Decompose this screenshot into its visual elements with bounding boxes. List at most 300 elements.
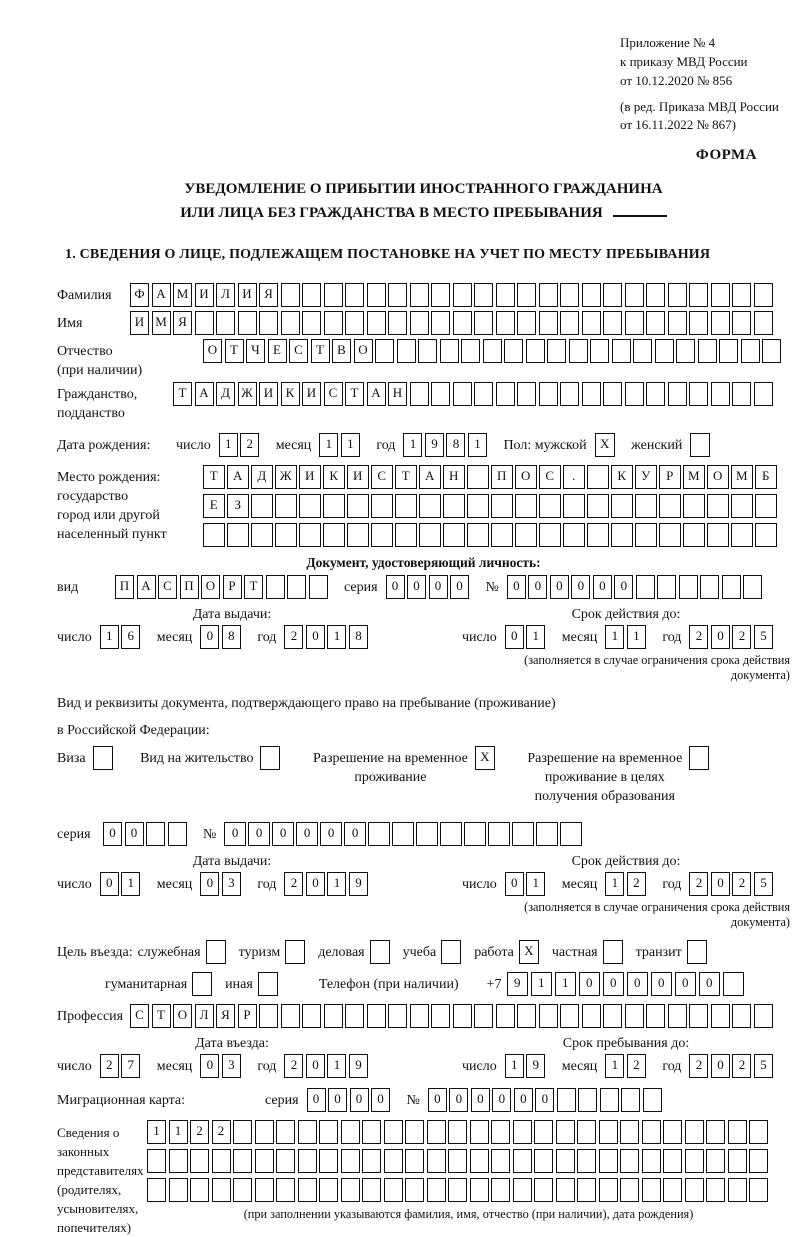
residence-permit-checkbox[interactable]: [260, 746, 280, 770]
char-cell[interactable]: [517, 382, 536, 406]
char-cell[interactable]: [212, 1178, 231, 1202]
char-cell[interactable]: 0: [350, 1088, 369, 1112]
char-cell[interactable]: 0: [306, 1054, 325, 1078]
char-cell[interactable]: [668, 283, 687, 307]
char-cell[interactable]: [534, 1178, 553, 1202]
purpose-official-checkbox[interactable]: [206, 940, 226, 964]
char-cell[interactable]: П: [115, 575, 134, 599]
char-cell[interactable]: П: [491, 465, 513, 489]
char-cell[interactable]: [324, 1004, 343, 1028]
char-cell[interactable]: [754, 311, 773, 335]
char-cell[interactable]: 0: [449, 1088, 468, 1112]
char-cell[interactable]: 0: [492, 1088, 511, 1112]
char-cell[interactable]: [646, 1004, 665, 1028]
char-cell[interactable]: [448, 1120, 467, 1144]
char-cell[interactable]: [539, 1004, 558, 1028]
char-cell[interactable]: [539, 283, 558, 307]
char-cell[interactable]: [587, 465, 609, 489]
char-cell[interactable]: [590, 339, 609, 363]
char-cell[interactable]: [203, 523, 225, 547]
char-cell[interactable]: [287, 575, 306, 599]
entry-year-cells[interactable]: [284, 1054, 370, 1078]
char-cell[interactable]: 0: [429, 575, 448, 599]
char-cell[interactable]: [625, 1004, 644, 1028]
char-cell[interactable]: [635, 494, 657, 518]
char-cell[interactable]: [679, 575, 698, 599]
char-cell[interactable]: Б: [755, 465, 777, 489]
char-cell[interactable]: [556, 1120, 575, 1144]
char-cell[interactable]: [416, 822, 438, 846]
char-cell[interactable]: 2: [284, 625, 303, 649]
char-cell[interactable]: Н: [388, 382, 407, 406]
char-cell[interactable]: [642, 1178, 661, 1202]
char-cell[interactable]: [347, 494, 369, 518]
representatives-grid-1[interactable]: [147, 1120, 790, 1144]
char-cell[interactable]: [741, 339, 760, 363]
char-cell[interactable]: [195, 311, 214, 335]
char-cell[interactable]: [371, 494, 393, 518]
char-cell[interactable]: [643, 1088, 662, 1112]
char-cell[interactable]: [275, 494, 297, 518]
purpose-work-checkbox[interactable]: X: [519, 940, 539, 964]
char-cell[interactable]: [345, 283, 364, 307]
char-cell[interactable]: 0: [579, 972, 601, 996]
char-cell[interactable]: [732, 311, 751, 335]
char-cell[interactable]: [563, 523, 585, 547]
char-cell[interactable]: 0: [450, 575, 469, 599]
char-cell[interactable]: Л: [216, 283, 235, 307]
purpose-humanitarian-checkbox[interactable]: [192, 972, 212, 996]
char-cell[interactable]: [700, 575, 719, 599]
char-cell[interactable]: [676, 339, 695, 363]
char-cell[interactable]: И: [259, 382, 278, 406]
char-cell[interactable]: 0: [103, 822, 122, 846]
birth-year-cells[interactable]: [403, 433, 489, 457]
char-cell[interactable]: [539, 382, 558, 406]
char-cell[interactable]: 0: [675, 972, 697, 996]
char-cell[interactable]: Я: [173, 311, 192, 335]
char-cell[interactable]: А: [367, 382, 386, 406]
char-cell[interactable]: [146, 822, 165, 846]
birth-place-grid-3[interactable]: [203, 523, 779, 547]
char-cell[interactable]: [599, 1120, 618, 1144]
char-cell[interactable]: [410, 283, 429, 307]
char-cell[interactable]: [685, 1149, 704, 1173]
char-cell[interactable]: 0: [306, 872, 325, 896]
char-cell[interactable]: [762, 339, 781, 363]
char-cell[interactable]: [663, 1120, 682, 1144]
char-cell[interactable]: [384, 1120, 403, 1144]
char-cell[interactable]: [410, 382, 429, 406]
char-cell[interactable]: [388, 283, 407, 307]
char-cell[interactable]: [299, 523, 321, 547]
char-cell[interactable]: [620, 1149, 639, 1173]
char-cell[interactable]: 2: [240, 433, 259, 457]
char-cell[interactable]: [689, 1004, 708, 1028]
char-cell[interactable]: [539, 494, 561, 518]
char-cell[interactable]: [345, 1004, 364, 1028]
char-cell[interactable]: 0: [505, 872, 524, 896]
char-cell[interactable]: 0: [371, 1088, 390, 1112]
char-cell[interactable]: [324, 283, 343, 307]
permit-issue-day-cells[interactable]: [100, 872, 143, 896]
char-cell[interactable]: [625, 283, 644, 307]
char-cell[interactable]: 1: [505, 1054, 524, 1078]
char-cell[interactable]: [251, 523, 273, 547]
char-cell[interactable]: Т: [203, 465, 225, 489]
char-cell[interactable]: [367, 283, 386, 307]
char-cell[interactable]: [298, 1120, 317, 1144]
char-cell[interactable]: С: [289, 339, 308, 363]
char-cell[interactable]: 1: [403, 433, 422, 457]
char-cell[interactable]: [367, 311, 386, 335]
char-cell[interactable]: [470, 1178, 489, 1202]
char-cell[interactable]: [642, 1149, 661, 1173]
char-cell[interactable]: [668, 382, 687, 406]
char-cell[interactable]: [443, 494, 465, 518]
char-cell[interactable]: [302, 1004, 321, 1028]
char-cell[interactable]: [512, 822, 534, 846]
char-cell[interactable]: А: [152, 283, 171, 307]
char-cell[interactable]: [496, 382, 515, 406]
sex-female-checkbox[interactable]: [690, 433, 710, 457]
char-cell[interactable]: 0: [627, 972, 649, 996]
char-cell[interactable]: 8: [222, 625, 241, 649]
char-cell[interactable]: 1: [531, 972, 553, 996]
char-cell[interactable]: [582, 283, 601, 307]
char-cell[interactable]: Т: [244, 575, 263, 599]
char-cell[interactable]: 0: [306, 625, 325, 649]
char-cell[interactable]: [395, 494, 417, 518]
char-cell[interactable]: 2: [732, 625, 751, 649]
char-cell[interactable]: 1: [100, 625, 119, 649]
char-cell[interactable]: [731, 523, 753, 547]
char-cell[interactable]: [646, 311, 665, 335]
char-cell[interactable]: [560, 1004, 579, 1028]
purpose-tourism-checkbox[interactable]: [285, 940, 305, 964]
char-cell[interactable]: [646, 382, 665, 406]
char-cell[interactable]: [147, 1178, 166, 1202]
char-cell[interactable]: [474, 311, 493, 335]
char-cell[interactable]: И: [238, 283, 257, 307]
char-cell[interactable]: Т: [225, 339, 244, 363]
char-cell[interactable]: [410, 1004, 429, 1028]
char-cell[interactable]: [392, 822, 414, 846]
char-cell[interactable]: [534, 1120, 553, 1144]
char-cell[interactable]: [513, 1120, 532, 1144]
char-cell[interactable]: [474, 283, 493, 307]
char-cell[interactable]: [603, 311, 622, 335]
char-cell[interactable]: Р: [659, 465, 681, 489]
char-cell[interactable]: [557, 1088, 576, 1112]
char-cell[interactable]: 0: [307, 1088, 326, 1112]
char-cell[interactable]: 9: [349, 872, 368, 896]
char-cell[interactable]: Л: [195, 1004, 214, 1028]
char-cell[interactable]: [276, 1149, 295, 1173]
char-cell[interactable]: [636, 575, 655, 599]
char-cell[interactable]: [341, 1120, 360, 1144]
char-cell[interactable]: [431, 311, 450, 335]
char-cell[interactable]: [427, 1149, 446, 1173]
char-cell[interactable]: А: [227, 465, 249, 489]
char-cell[interactable]: [706, 1120, 725, 1144]
char-cell[interactable]: 0: [699, 972, 721, 996]
char-cell[interactable]: [299, 494, 321, 518]
char-cell[interactable]: [461, 339, 480, 363]
char-cell[interactable]: 2: [284, 872, 303, 896]
char-cell[interactable]: 1: [605, 872, 624, 896]
char-cell[interactable]: С: [371, 465, 393, 489]
temp-permit-edu-checkbox[interactable]: [689, 746, 709, 770]
char-cell[interactable]: [560, 311, 579, 335]
char-cell[interactable]: 0: [224, 822, 246, 846]
patronymic-grid[interactable]: [203, 339, 784, 363]
char-cell[interactable]: 0: [535, 1088, 554, 1112]
char-cell[interactable]: 1: [605, 1054, 624, 1078]
char-cell[interactable]: А: [195, 382, 214, 406]
char-cell[interactable]: [668, 311, 687, 335]
char-cell[interactable]: 0: [200, 1054, 219, 1078]
char-cell[interactable]: [470, 1120, 489, 1144]
purpose-private-checkbox[interactable]: [603, 940, 623, 964]
char-cell[interactable]: [569, 339, 588, 363]
char-cell[interactable]: 2: [627, 872, 646, 896]
char-cell[interactable]: [683, 494, 705, 518]
char-cell[interactable]: [755, 523, 777, 547]
char-cell[interactable]: 2: [689, 872, 708, 896]
char-cell[interactable]: М: [731, 465, 753, 489]
char-cell[interactable]: [659, 494, 681, 518]
purpose-other-checkbox[interactable]: [258, 972, 278, 996]
char-cell[interactable]: [732, 1004, 751, 1028]
char-cell[interactable]: 0: [711, 625, 730, 649]
id-issue-month-cells[interactable]: [200, 625, 243, 649]
char-cell[interactable]: 9: [507, 972, 529, 996]
char-cell[interactable]: [706, 1178, 725, 1202]
char-cell[interactable]: О: [707, 465, 729, 489]
char-cell[interactable]: [302, 311, 321, 335]
char-cell[interactable]: [599, 1178, 618, 1202]
char-cell[interactable]: [539, 311, 558, 335]
char-cell[interactable]: [683, 523, 705, 547]
char-cell[interactable]: С: [158, 575, 177, 599]
stay-day-cells[interactable]: [505, 1054, 548, 1078]
char-cell[interactable]: И: [299, 465, 321, 489]
char-cell[interactable]: [587, 523, 609, 547]
char-cell[interactable]: 0: [296, 822, 318, 846]
char-cell[interactable]: 0: [528, 575, 547, 599]
char-cell[interactable]: О: [515, 465, 537, 489]
char-cell[interactable]: [169, 1178, 188, 1202]
char-cell[interactable]: О: [354, 339, 373, 363]
char-cell[interactable]: 0: [593, 575, 612, 599]
char-cell[interactable]: [496, 311, 515, 335]
char-cell[interactable]: [384, 1178, 403, 1202]
char-cell[interactable]: [547, 339, 566, 363]
char-cell[interactable]: [754, 1004, 773, 1028]
char-cell[interactable]: [754, 283, 773, 307]
char-cell[interactable]: 2: [732, 872, 751, 896]
char-cell[interactable]: [599, 1149, 618, 1173]
char-cell[interactable]: [281, 283, 300, 307]
char-cell[interactable]: [190, 1149, 209, 1173]
char-cell[interactable]: К: [281, 382, 300, 406]
char-cell[interactable]: [216, 311, 235, 335]
char-cell[interactable]: [405, 1178, 424, 1202]
char-cell[interactable]: [657, 575, 676, 599]
representatives-grid-2[interactable]: [147, 1149, 790, 1173]
char-cell[interactable]: М: [683, 465, 705, 489]
char-cell[interactable]: [731, 494, 753, 518]
char-cell[interactable]: [319, 1149, 338, 1173]
char-cell[interactable]: [707, 494, 729, 518]
char-cell[interactable]: [663, 1178, 682, 1202]
birth-place-grid-1[interactable]: [203, 465, 779, 489]
char-cell[interactable]: 9: [526, 1054, 545, 1078]
char-cell[interactable]: [689, 283, 708, 307]
char-cell[interactable]: [453, 283, 472, 307]
char-cell[interactable]: 0: [514, 1088, 533, 1112]
char-cell[interactable]: 0: [125, 822, 144, 846]
char-cell[interactable]: [560, 382, 579, 406]
char-cell[interactable]: 2: [284, 1054, 303, 1078]
purpose-transit-checkbox[interactable]: [687, 940, 707, 964]
char-cell[interactable]: [582, 311, 601, 335]
char-cell[interactable]: 0: [100, 872, 119, 896]
char-cell[interactable]: [491, 1120, 510, 1144]
char-cell[interactable]: 0: [386, 575, 405, 599]
char-cell[interactable]: 2: [627, 1054, 646, 1078]
char-cell[interactable]: [419, 523, 441, 547]
char-cell[interactable]: [556, 1178, 575, 1202]
char-cell[interactable]: 5: [754, 872, 773, 896]
char-cell[interactable]: [453, 311, 472, 335]
char-cell[interactable]: Д: [216, 382, 235, 406]
char-cell[interactable]: М: [173, 283, 192, 307]
char-cell[interactable]: 1: [319, 433, 338, 457]
char-cell[interactable]: 0: [614, 575, 633, 599]
char-cell[interactable]: 1: [147, 1120, 166, 1144]
char-cell[interactable]: [443, 523, 465, 547]
char-cell[interactable]: 0: [200, 872, 219, 896]
char-cell[interactable]: [431, 1004, 450, 1028]
char-cell[interactable]: [600, 1088, 619, 1112]
char-cell[interactable]: [309, 575, 328, 599]
char-cell[interactable]: [483, 339, 502, 363]
char-cell[interactable]: 1: [169, 1120, 188, 1144]
char-cell[interactable]: [238, 311, 257, 335]
id-valid-day-cells[interactable]: [505, 625, 548, 649]
char-cell[interactable]: [732, 382, 751, 406]
char-cell[interactable]: К: [611, 465, 633, 489]
char-cell[interactable]: [603, 382, 622, 406]
char-cell[interactable]: [298, 1149, 317, 1173]
char-cell[interactable]: 1: [468, 433, 487, 457]
char-cell[interactable]: 0: [507, 575, 526, 599]
char-cell[interactable]: [728, 1149, 747, 1173]
char-cell[interactable]: У: [635, 465, 657, 489]
char-cell[interactable]: [625, 311, 644, 335]
citizenship-grid[interactable]: [173, 382, 775, 406]
char-cell[interactable]: [711, 1004, 730, 1028]
char-cell[interactable]: [711, 283, 730, 307]
char-cell[interactable]: 5: [754, 625, 773, 649]
char-cell[interactable]: [281, 1004, 300, 1028]
char-cell[interactable]: 6: [121, 625, 140, 649]
char-cell[interactable]: [728, 1120, 747, 1144]
phone-grid[interactable]: [507, 972, 747, 996]
char-cell[interactable]: [711, 311, 730, 335]
char-cell[interactable]: [646, 283, 665, 307]
char-cell[interactable]: [754, 382, 773, 406]
char-cell[interactable]: 9: [349, 1054, 368, 1078]
char-cell[interactable]: Р: [238, 1004, 257, 1028]
char-cell[interactable]: 2: [689, 625, 708, 649]
char-cell[interactable]: [251, 494, 273, 518]
char-cell[interactable]: [496, 1004, 515, 1028]
char-cell[interactable]: [388, 311, 407, 335]
char-cell[interactable]: И: [130, 311, 149, 335]
char-cell[interactable]: [603, 1004, 622, 1028]
char-cell[interactable]: [625, 382, 644, 406]
char-cell[interactable]: [749, 1120, 768, 1144]
char-cell[interactable]: [467, 494, 489, 518]
char-cell[interactable]: 5: [754, 1054, 773, 1078]
char-cell[interactable]: [642, 1120, 661, 1144]
char-cell[interactable]: [577, 1178, 596, 1202]
char-cell[interactable]: [233, 1178, 252, 1202]
char-cell[interactable]: [611, 523, 633, 547]
char-cell[interactable]: 0: [711, 1054, 730, 1078]
char-cell[interactable]: 0: [550, 575, 569, 599]
char-cell[interactable]: 3: [222, 1054, 241, 1078]
char-cell[interactable]: [168, 822, 187, 846]
char-cell[interactable]: Ж: [238, 382, 257, 406]
birth-month-cells[interactable]: [319, 433, 362, 457]
char-cell[interactable]: [563, 494, 585, 518]
char-cell[interactable]: [255, 1120, 274, 1144]
entry-day-cells[interactable]: [100, 1054, 143, 1078]
char-cell[interactable]: [633, 339, 652, 363]
char-cell[interactable]: 0: [320, 822, 342, 846]
char-cell[interactable]: 1: [121, 872, 140, 896]
id-valid-year-cells[interactable]: [689, 625, 775, 649]
doc-number-grid[interactable]: [507, 575, 765, 599]
char-cell[interactable]: [663, 1149, 682, 1173]
char-cell[interactable]: Т: [152, 1004, 171, 1028]
doc-type-grid[interactable]: [115, 575, 330, 599]
char-cell[interactable]: [685, 1120, 704, 1144]
char-cell[interactable]: Я: [216, 1004, 235, 1028]
char-cell[interactable]: [603, 283, 622, 307]
char-cell[interactable]: 2: [100, 1054, 119, 1078]
char-cell[interactable]: [259, 1004, 278, 1028]
char-cell[interactable]: [212, 1149, 231, 1173]
char-cell[interactable]: [719, 339, 738, 363]
char-cell[interactable]: [169, 1149, 188, 1173]
char-cell[interactable]: [276, 1178, 295, 1202]
char-cell[interactable]: 0: [711, 872, 730, 896]
char-cell[interactable]: [431, 283, 450, 307]
char-cell[interactable]: 1: [605, 625, 624, 649]
char-cell[interactable]: [685, 1178, 704, 1202]
char-cell[interactable]: [491, 1149, 510, 1173]
char-cell[interactable]: [266, 575, 285, 599]
char-cell[interactable]: [427, 1120, 446, 1144]
char-cell[interactable]: [578, 1088, 597, 1112]
char-cell[interactable]: [689, 311, 708, 335]
char-cell[interactable]: [319, 1178, 338, 1202]
